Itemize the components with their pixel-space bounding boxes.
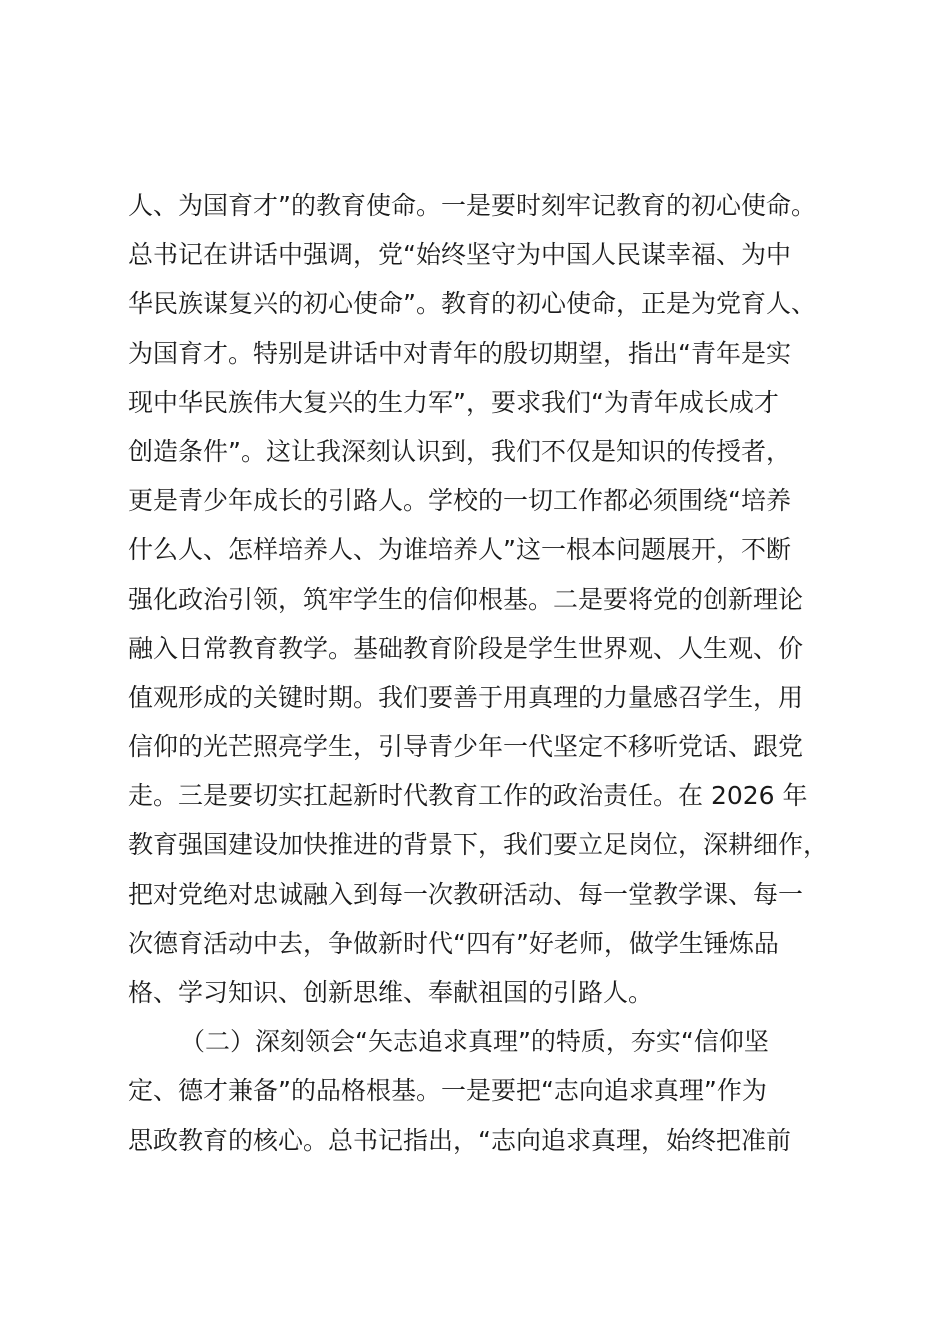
text-line: 更是青少年成长的引路人。学校的一切工作都必须围绕“培养 [128, 486, 791, 516]
text-line: 现中华民族伟大复兴的生力军”，要求我们“为青年成长成才 [128, 387, 779, 417]
text-line: 走。三是要切实扛起新时代教育工作的政治责任。在 2026 年 [128, 781, 808, 811]
section-heading-line: （二）深刻领会“矢志追求真理”的特质，夯实“信仰坚 [180, 1027, 769, 1057]
text-line: 次德育活动中去，争做新时代“四有”好老师，做学生锤炼品 [128, 928, 779, 958]
text-line: 思政教育的核心。总书记指出，“志向追求真理，始终把准前 [128, 1125, 791, 1155]
text-line: 格、学习知识、创新思维、奉献祖国的引路人。 [128, 978, 654, 1007]
text-line: 为国育才。特别是讲话中对青年的殷切期望，指出“青年是实 [128, 338, 791, 368]
body-text [128, 181, 858, 1165]
text-line: 华民族谋复兴的初心使命”。教育的初心使命，正是为党育人、 [128, 289, 816, 319]
text-line: 把对党绝对忠诚融入到每一次教研活动、每一堂教学课、每一 [128, 879, 804, 909]
text-line: 人、为国育才”的教育使命。一是要时刻牢记教育的初心使命。 [128, 191, 816, 220]
text-line: 值观形成的关键时期。我们要善于用真理的力量感召学生，用 [128, 682, 804, 712]
text-line: 总书记在讲话中强调，党“始终坚守为中国人民谋幸福、为中 [128, 240, 791, 270]
text-line: 定、德才兼备”的品格根基。一是要把“志向追求真理”作为 [128, 1076, 767, 1106]
text-line: 创造条件”。这让我深刻认识到，我们不仅是知识的传授者， [128, 436, 791, 466]
text-line: 什么人、怎样培养人、为谁培养人”这一根本问题展开，不断 [128, 535, 791, 565]
text-line: 信仰的光芒照亮学生，引导青少年一代坚定不移听党话、跟党 [128, 732, 804, 762]
text-line: 融入日常教育教学。基础教育阶段是学生世界观、人生观、价 [128, 633, 804, 663]
text-line: 教育强国建设加快推进的背景下，我们要立足岗位，深耕细作， [128, 830, 829, 860]
text-line: 强化政治引领，筑牢学生的信仰根基。二是要将党的创新理论 [128, 584, 804, 614]
